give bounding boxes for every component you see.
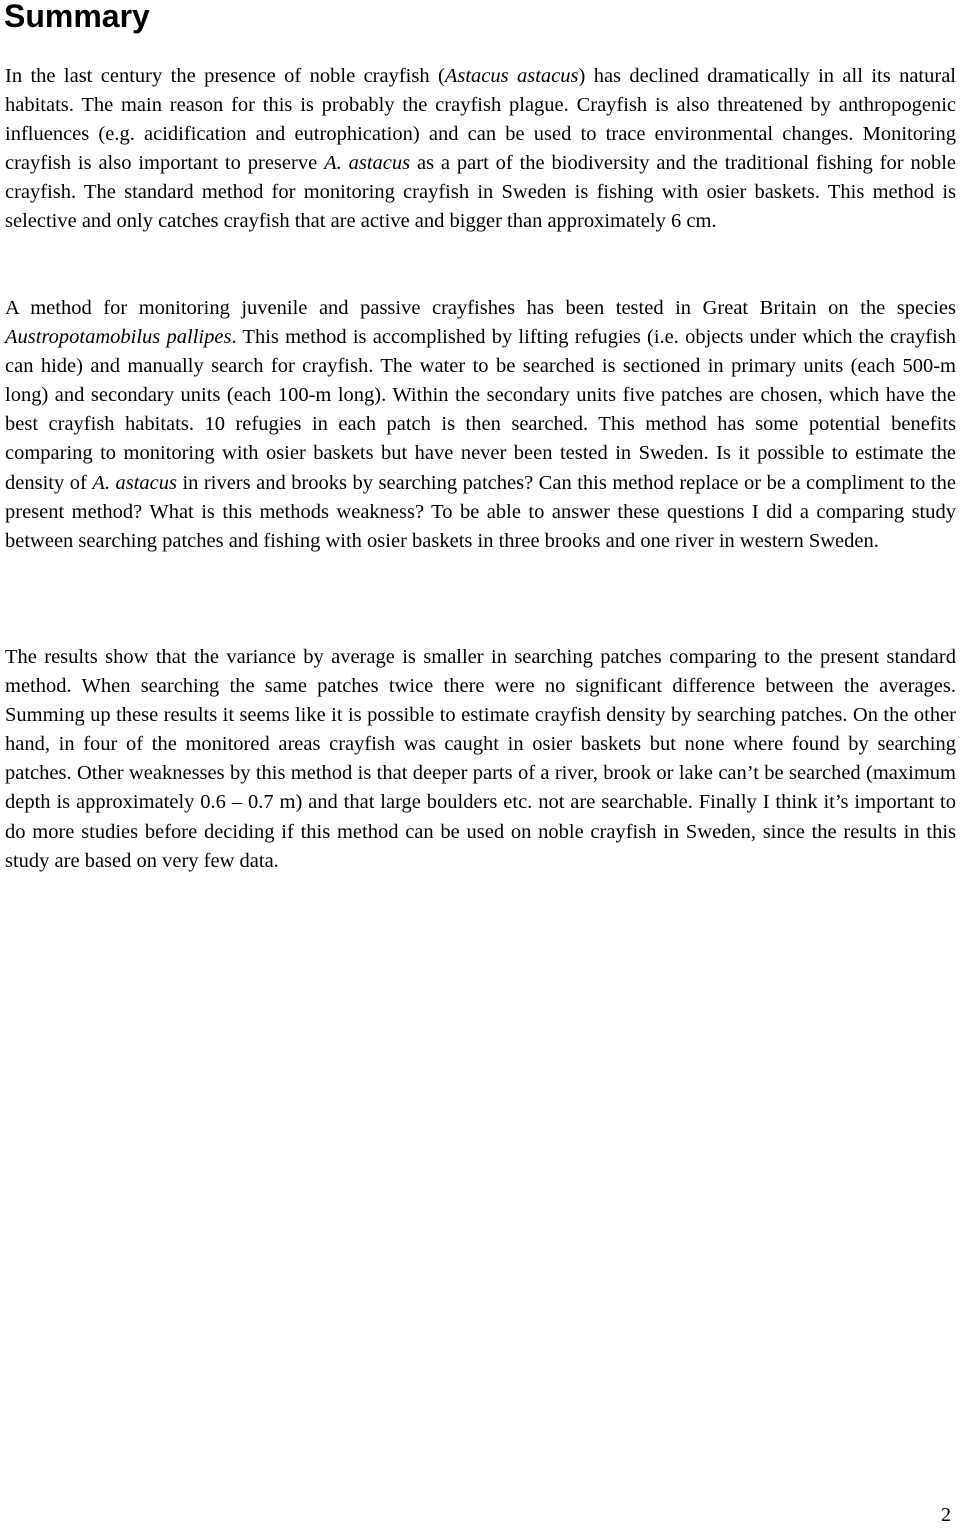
paragraph-2-text-a: A method for monitoring juvenile and passive crayfishes has been tested in Great Britain on the species [5, 297, 956, 319]
paragraph-1-text-b: ) has declined dramatically in all its natural habitats. The main reason for this is probably the crayfish plague. Crayfish is also threatened by anthropogenic influences (e.g. acidification and eutrophication) and can be used to trace environmental changes. Monitoring crayfish is also important to preserve [5, 65, 956, 175]
paragraph-1-text-c: as a part of the biodiversity and the traditional fishing for noble crayfish. The standard method for monitoring crayfish in Sweden is fishing with osier baskets. This method is selective and only catches crayfish that are active and bigger than approximately 6 cm. [5, 152, 956, 233]
species-name-a-astacus: A. astacus [324, 152, 411, 175]
paragraph-1-text-a: In the last century the presence of noble crayfish ( [5, 65, 445, 87]
paragraph-3-text: The results show that the variance by average is smaller in searching patches comparing to the present standard method. When searching the same patches twice there were no significant difference between the averages. Summing up these results it seems like it is possible to estimate crayfish density by searching patches. On the other hand, in four of the monitored areas crayfish was caught in osier baskets but none where found by searching patches. Other weaknesses by this method is that deeper parts of a river, brook or lake can’t be searched (maximum depth is approximately 0.6 – 0.7 m) and that large boulders etc. not are searchable. Finally I think it’s important to do more studies before deciding if this method can be used on noble crayfish in Sweden, since the results in this study are based on very few data. [5, 646, 956, 872]
summary-paragraph-1 [5, 62, 956, 237]
page-number: 2 [941, 1504, 951, 1526]
species-name-a-astacus: A. astacus [92, 471, 177, 494]
summary-heading: Summary [4, 0, 150, 34]
summary-paragraph-2 [5, 294, 956, 556]
species-name-astacus-astacus: Astacus astacus [444, 65, 579, 87]
paragraph-2-text-c: in rivers and brooks by searching patches? Can this method replace or be a compliment to the present method? What is this methods weakness? To be able to answer these questions I did a comparing study between searching patches and fishing with osier baskets in three brooks and one river in western Sweden. [5, 471, 956, 552]
summary-paragraph-3 [5, 643, 956, 876]
paragraph-2-text-b: . This method is accomplished by lifting refugies (i.e. objects under which the crayfish can hide) and manually search for crayfish. The water to be searched is sectioned in primary units (each 500-m long) and secondary units (each 100-m long). Within the secondary units five patches are chosen, which have the best crayfish habitats. 10 refugies in each patch is then searched. This method has some potential benefits comparing to monitoring with osier baskets but have never been tested in Sweden. Is it possible to estimate the density of [5, 326, 956, 494]
species-name-austropotamobilus-pallipes: Austropotamobilus pallipes [5, 326, 232, 349]
